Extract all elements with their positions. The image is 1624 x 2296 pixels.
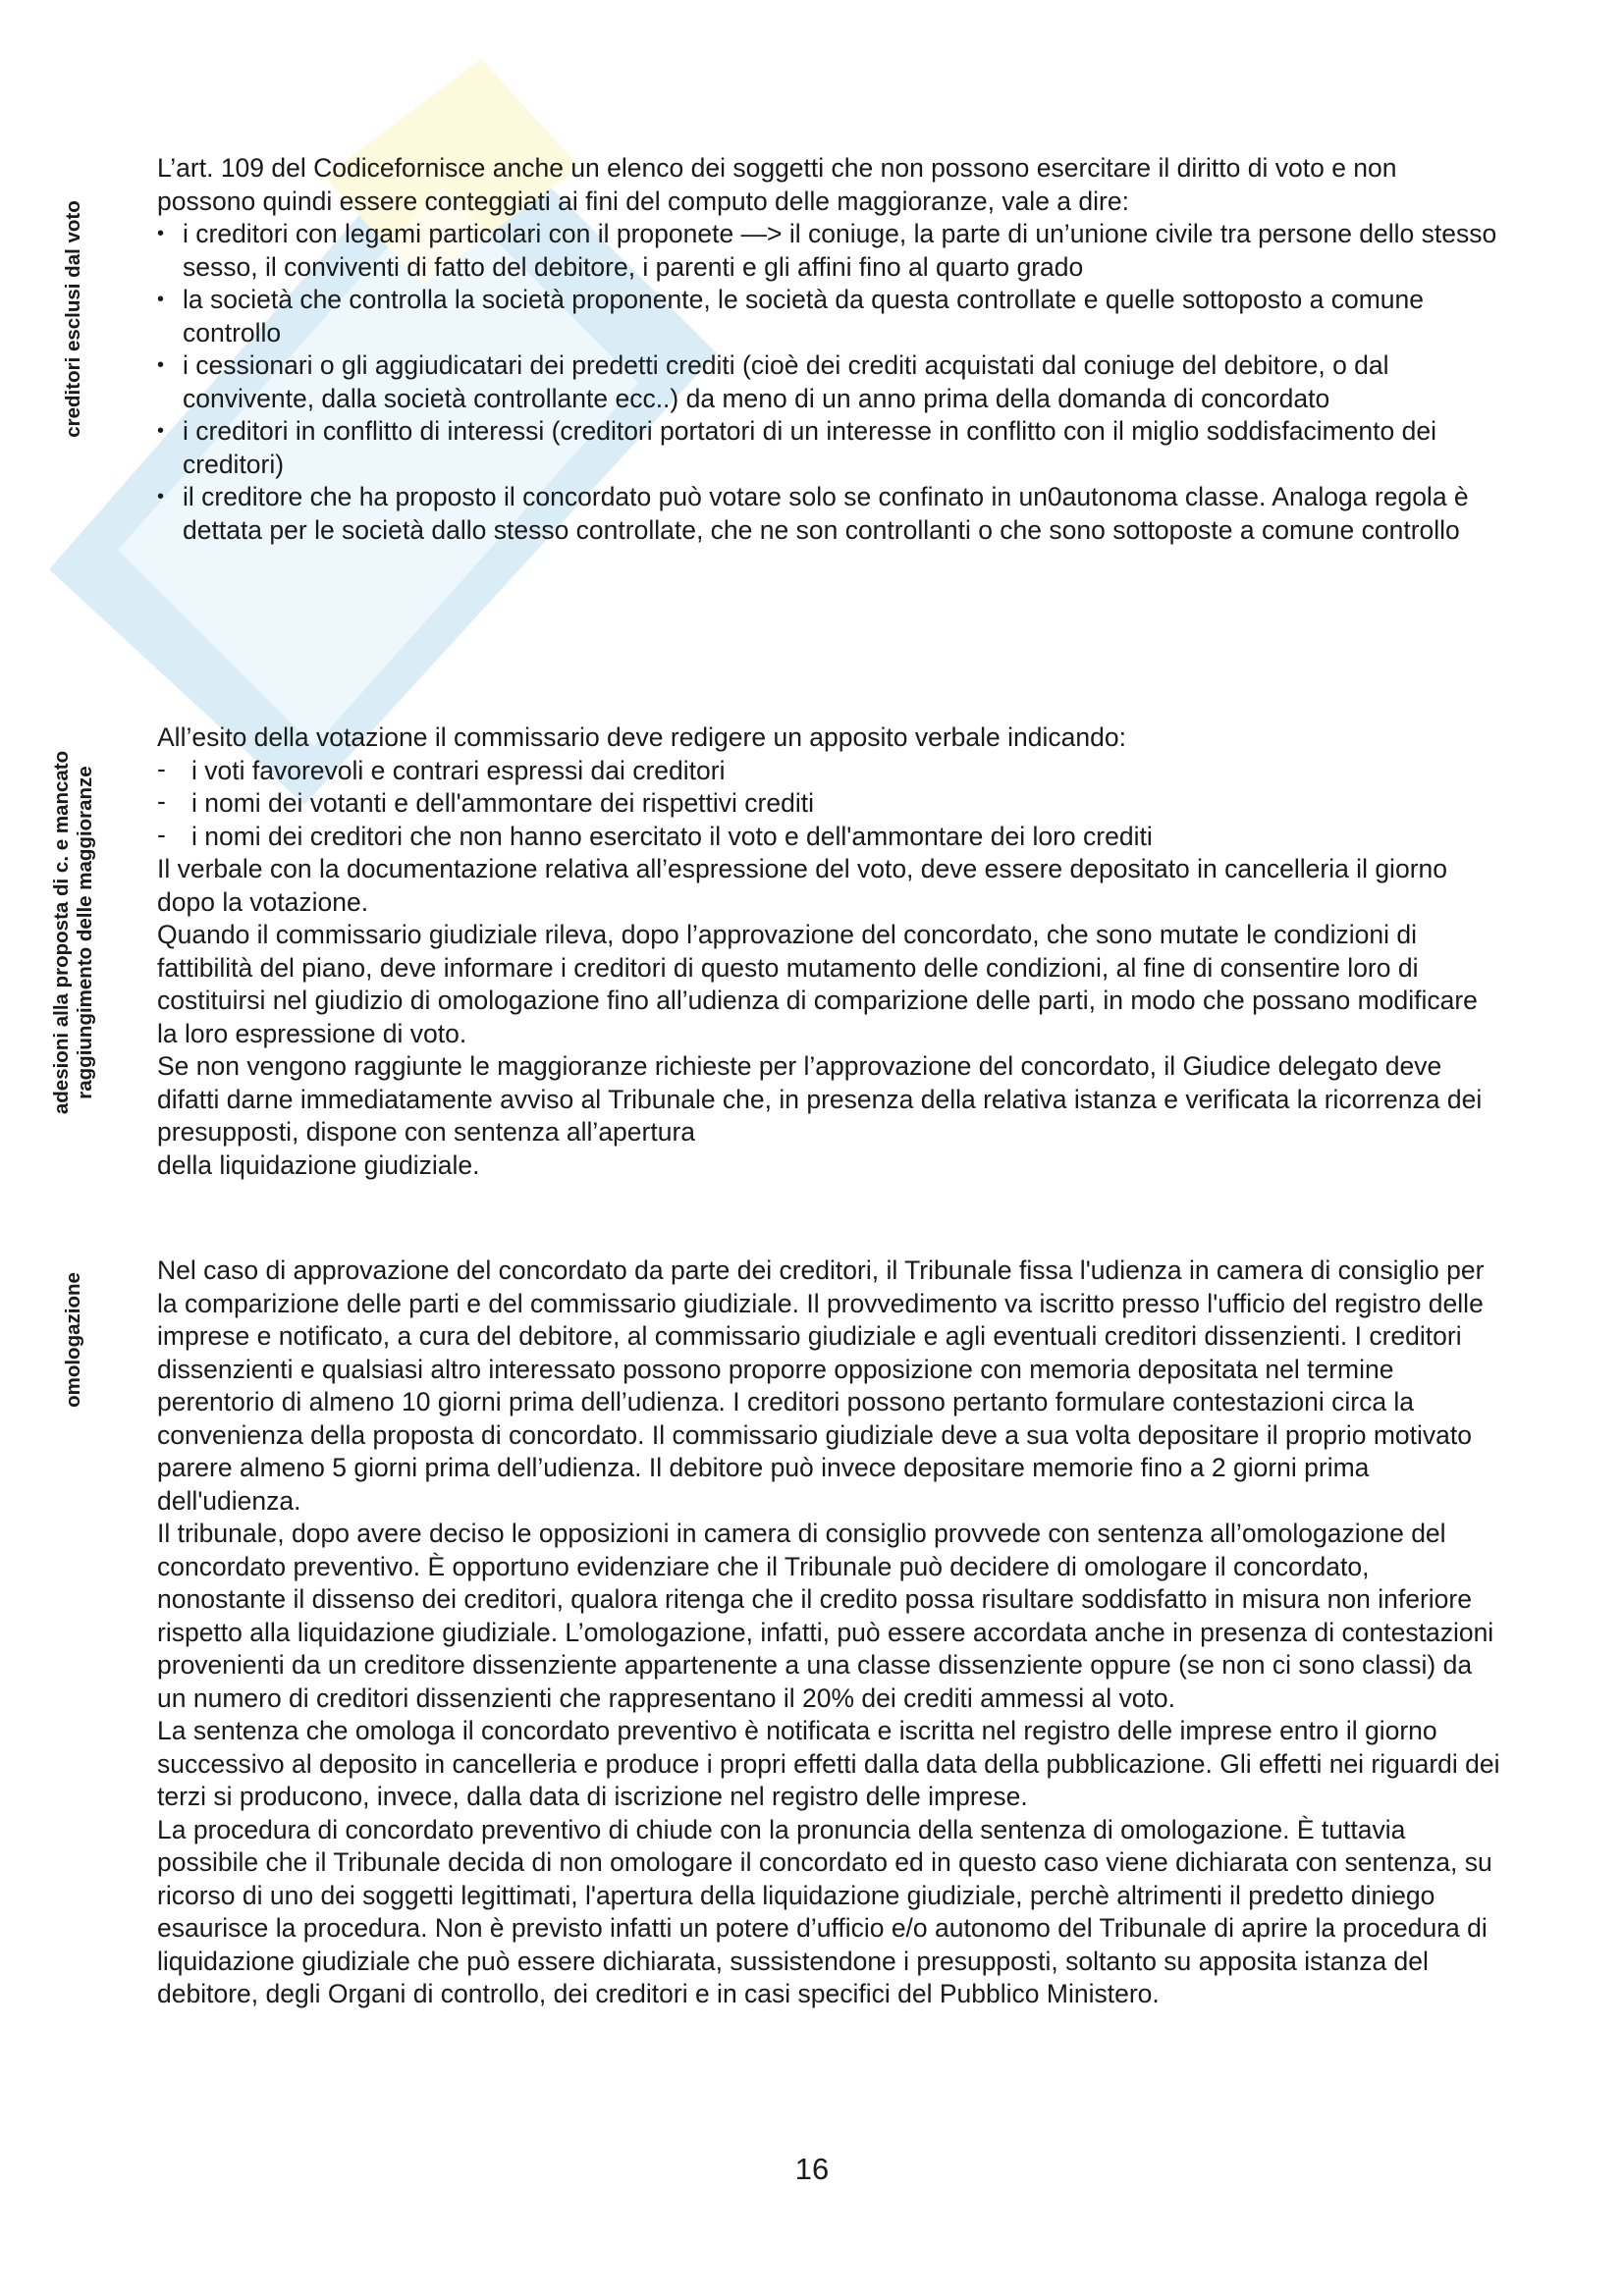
page-number: 16 <box>794 2152 830 2186</box>
bullet-list <box>157 218 1502 547</box>
paragraph: L’art. 109 del Codicefornisce anche un elenco dei soggetti che non possono esercitare il diritto di voto e non possono quindi essere conteggiati ai fini del computo delle maggioranze, vale a dire: <box>157 153 1397 216</box>
list-item: • la società che controlla la società proponente, le società da questa controllate e quelle sottoposto a comune controllo <box>157 284 1502 349</box>
paragraph: Il tribunale, dopo avere deciso le opposizioni in camera di consiglio provvede con sentenza all’omologazione del concordato preventivo. È opportuno evidenziare che il Tribunale può decidere di omologare il concordato, nonostante il dissenso dei creditori, qualora ritenga che il credito possa risultare soddisfatto in misura non inferiore rispetto alla liquidazione giudiziale. L’omologazione, infatti, può essere accordata anche in presenza di contestazioni provenienti da un creditore dissenziente appartenente a una classe dissenziente oppure (se non ci sono classi) da un numero di creditori dissenzienti che rappresentano il 20% dei crediti ammessi al voto. <box>157 1519 1494 1713</box>
paragraph: La procedura di concordato preventivo di chiude con la pronuncia della sentenza di omologazione. È tuttavia possibile che il Tribunale decida di non omologare il concordato ed in questo caso viene dichiarata con sentenza, su ricorso di uno dei soggetti legittimati, l'apertura della liquidazione giudiziale, perchè altrimenti il predetto diniego esaurisce la procedura. Non è previsto infatti un potere d’ufficio e/o autonomo del Tribunale di aprire la procedura di liquidazione giudiziale che può essere dichiarata, sussistendone i presupposti, soltanto su apposita istanza del debitore, degli Organi di controllo, dei creditori e in casi specifici del Pubblico Ministero. <box>157 1814 1492 2008</box>
sidebar-label-creditori-esclusi: creditori esclusi dal voto <box>62 200 85 438</box>
section-omologazione <box>157 1255 1502 2011</box>
sidebar-label-omologazione: omologazione <box>62 1272 84 1408</box>
section-adesioni <box>157 721 1502 1182</box>
paragraph: All’esito della votazione il commissario deve redigere un apposito verbale indicando: <box>157 722 1126 752</box>
list-item: - i voti favorevoli e contrari espressi dai creditori <box>157 755 1502 788</box>
list-item: • i cessionari o gli aggiudicatari dei predetti crediti (cioè dei crediti acquistati dal coniuge del debitore, o dal convivente, dalla società controllante ecc..) da meno di un anno prima della domanda di concordato <box>157 349 1502 415</box>
paragraph: Il verbale con la documentazione relativa all’espressione del voto, deve essere depositato in cancelleria il giorno dopo la votazione. <box>157 854 1447 917</box>
list-item: • il creditore che ha proposto il concordato può votare solo se confinato in un0autonoma classe. Analoga regola è dettata per le società dallo stesso controllate, che ne son controllanti o che sono sottoposte a comune controllo <box>157 481 1502 547</box>
paragraph: Nel caso di approvazione del concordato da parte dei creditori, il Tribunale fissa l'udienza in camera di consiglio per la comparizione delle parti e del commissario giudiziale. Il provvedimento va iscritto presso l'ufficio del registro delle imprese e notificato, a cura del debitore, al commissario giudiziale e agli eventuali creditori dissenzienti. I creditori dissenzienti e qualsiasi altro interessato possono proporre opposizione con memoria depositata nel termine perentorio di almeno 10 giorni prima dell’udienza. I creditori possono pertanto formulare contestazioni circa la convenienza della proposta di concordato. Il commissario giudiziale deve a sua volta depositare il proprio motivato parere almeno 5 giorni prima dell’udienza. Il debitore può invece depositare memorie fino a 2 giorni prima dell'udienza. <box>157 1255 1485 1516</box>
list-item: - i nomi dei votanti e dell'ammontare dei rispettivi crediti <box>157 787 1502 821</box>
sidebar-label-adesioni: adesioni alla proposta di c. e mancato raggiungimento delle maggioranze <box>50 750 96 1115</box>
dash-list <box>157 755 1502 854</box>
list-item: • i creditori in conflitto di interessi (creditori portatori di un interesse in conflitto con il miglio soddisfacimento dei creditori) <box>157 415 1502 481</box>
section-creditori-esclusi <box>157 152 1502 547</box>
paragraph: Quando il commissario giudiziale rileva, dopo l’approvazione del concordato, che sono mutate le condizioni di fattibilità del piano, deve informare i creditori di questo mutamento delle condizioni, al fine di consentire loro di costituirsi nel giudizio di omologazione fino all’udienza di comparizione delle parti, in modo che possano modificare la loro espressione di voto. <box>157 920 1478 1048</box>
paragraph: La sentenza che omologa il concordato preventivo è notificata e iscritta nel registro delle imprese entro il giorno successivo al deposito in cancelleria e produce i propri effetti dalla data della pubblicazione. Gli effetti nei riguardi dei terzi si producono, invece, dalla data di iscrizione nel registro delle imprese. <box>157 1716 1500 1811</box>
list-item: - i nomi dei creditori che non hanno esercitato il voto e dell'ammontare dei loro crediti <box>157 821 1502 854</box>
paragraph: della liquidazione giudiziale. <box>157 1149 480 1180</box>
list-item: • i creditori con legami particolari con il proponete —> il coniuge, la parte di un’unione civile tra persone dello stesso sesso, il conviventi di fatto del debitore, i parenti e gli affini fino al quarto grado <box>157 218 1502 284</box>
paragraph: Se non vengono raggiunte le maggioranze richieste per l’approvazione del concordato, il Giudice delegato deve difatti darne immediatamente avviso al Tribunale che, in presenza della relativa istanza e verificata la ricorrenza dei presupposti, dispone con sentenza all’apertura <box>157 1051 1483 1147</box>
